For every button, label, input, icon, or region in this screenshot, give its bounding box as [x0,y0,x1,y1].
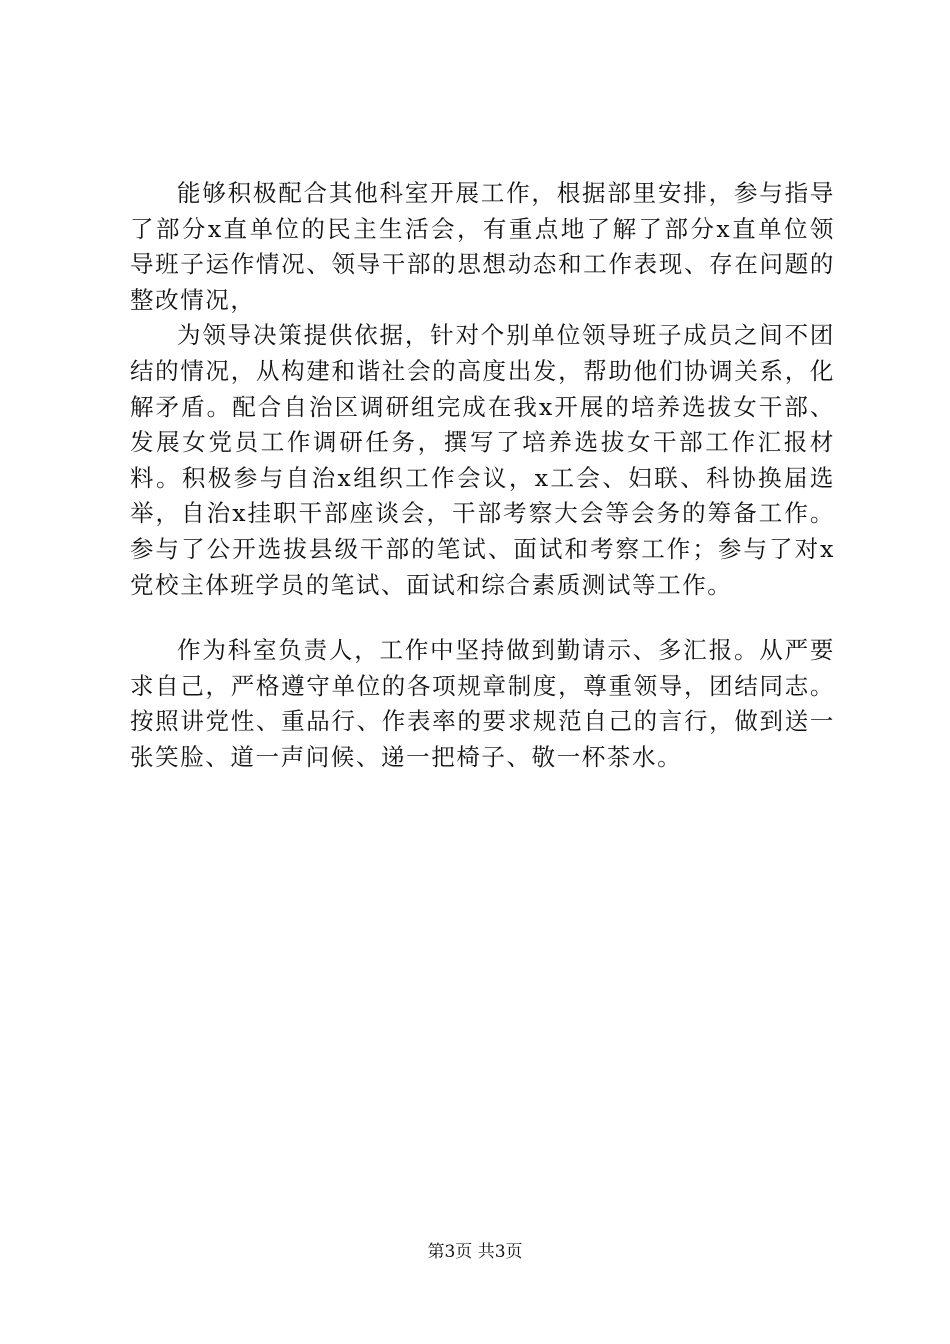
paragraph-3: 作为科室负责人，工作中坚持做到勤请示、多汇报。从严要求自己，严格遵守单位的各项规章制度，尊重领导，团结同志。按照讲党性、重品行、作表率的要求规范自己的言行，做到送一张笑脸、道一声问候、递一把椅子、敬一杯茶水。 [130,636,835,771]
paragraph-2: 为领导决策提供依据，针对个别单位领导班子成员之间不团结的情况，从构建和谐社会的高度出发，帮助他们协调关系，化解矛盾。配合自治区调研组完成在我x开展的培养选拔女干部、发展女党员工作调研任务，撰写了培养选拔女干部工作汇报材料。积极参与自治x组织工作会议，x工会、妇联、科协换届选举，自治x挂职干部座谈会，干部考察大会等会务的筹备工作。参与了公开选拔县级干部的笔试、面试和考察工作；参与了对x党校主体班学员的笔试、面试和综合素质测试等工作。 [130,321,835,599]
paragraph-spacer [130,603,835,633]
paragraph-1: 能够积极配合其他科室开展工作，根据部里安排，参与指导了部分x直单位的民主生活会，有重点地了解了部分x直单位领导班子运作情况、领导干部的思想动态和工作表现、存在问题的整改情况， [130,179,835,314]
page-footer: 第3页 共3页 [427,1242,523,1262]
document-body [130,176,835,776]
